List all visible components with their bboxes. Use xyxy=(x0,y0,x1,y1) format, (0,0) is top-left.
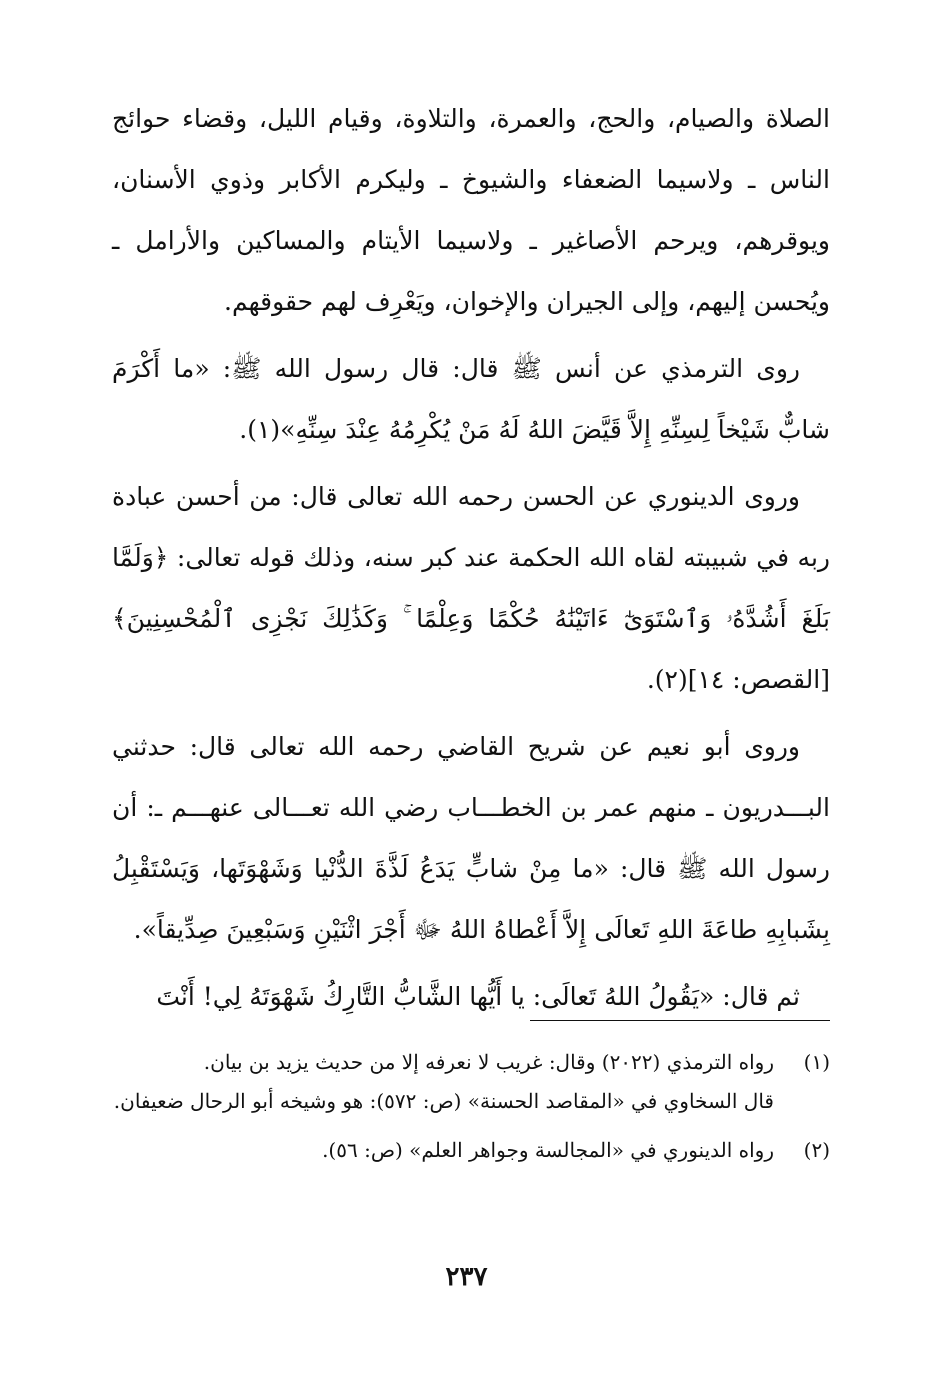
footnote-1 xyxy=(112,1043,830,1121)
paragraph-4: وروى أبو نعيم عن شريح القاضي رحمه الله تعالى قال: حدثني البـــدريون ـ منهم عمر بن الخطـــاب رضي الله تعـــالى عنهـــم ـ: أن رسول الله ﷺ قال: «ما مِنْ شابٍّ يَدَعُ لَذَّةَ الدُّنْيا وَشَهْوَتَها، وَيَسْتَقْبِلُ بِشَبابِهِ طاعَةَ اللهِ تَعالَى إِلاَّ أَعْطاهُ اللهُ ﷻ أَجْرَ اثْنَيْنِ وَسَبْعِينَ صِدِّيقاً». xyxy=(112,732,830,944)
footnote-text xyxy=(112,1131,774,1170)
footnote-separator xyxy=(530,1020,830,1021)
page-number: ٢٣٧ xyxy=(445,1262,488,1292)
footnotes xyxy=(112,1043,830,1180)
footnote-number: (٢) xyxy=(803,1138,830,1162)
paragraph-1: الصلاة والصيام، والحج، والعمرة، والتلاوة، وقيام الليل، وقضاء حوائج الناس ـ ولاسيما الضعفاء والشيوخ ـ وليكرم الأكابر وذوي الأسنان، ويوقرهم، ويرحم الأصاغير ـ ولاسيما الأيتام والمساكين والأرامل ـ ويُحسن إليهم، وإلى الجيران والإخوان، ويَعْرِف لهم حقوقهم. xyxy=(112,104,830,316)
paragraph-5: ثم قال: «يَقُولُ اللهُ تَعالَى: يا أَيُّها الشَّابُّ التَّارِكُ شَهْوَتَهُ لِي! أَنْتَ xyxy=(156,982,800,1011)
footnote-2 xyxy=(112,1131,830,1170)
main-text xyxy=(112,88,830,1033)
paragraph-2: روى الترمذي عن أنس ﷺ قال: قال رسول الله ﷺ: «ما أَكْرَمَ شابٌّ شَيْخاً لِسِنِّهِ إِلاَّ قَيَّضَ اللهُ لَهُ مَنْ يُكْرِمُهُ عِنْدَ سِنِّهِ»(١). xyxy=(112,354,830,444)
footnote-line: رواه الترمذي (٢٠٢٢) وقال: غريب لا نعرفه إلا من حديث يزيد بن بيان. xyxy=(203,1050,774,1074)
footnote-line: قال السخاوي في «المقاصد الحسنة» (ص: ٥٧٢): هو وشيخه أبو الرحال ضعيفان. xyxy=(113,1089,774,1113)
paragraph-3: وروى الدينوري عن الحسن رحمه الله تعالى قال: من أحسن عبادة ربه في شبيبته لقاه الله الحكمة عند كبر سنه، وذلك قوله تعالى: ﴿وَلَمَّا بَلَغَ أَشُدَّهُۥ وَٱسْتَوَىٰٓ ءَاتَيْنَٰهُ حُكْمًا وَعِلْمًا ۚ وَكَذَٰلِكَ نَجْزِى ٱلْمُحْسِنِينَ﴾ [القصص: ١٤](٢). xyxy=(112,482,830,694)
footnote-line: رواه الدينوري في «المجالسة وجواهر العلم» (ص: ٥٦). xyxy=(322,1138,774,1162)
footnote-number: (١) xyxy=(803,1050,830,1074)
footnote-text xyxy=(112,1043,774,1121)
